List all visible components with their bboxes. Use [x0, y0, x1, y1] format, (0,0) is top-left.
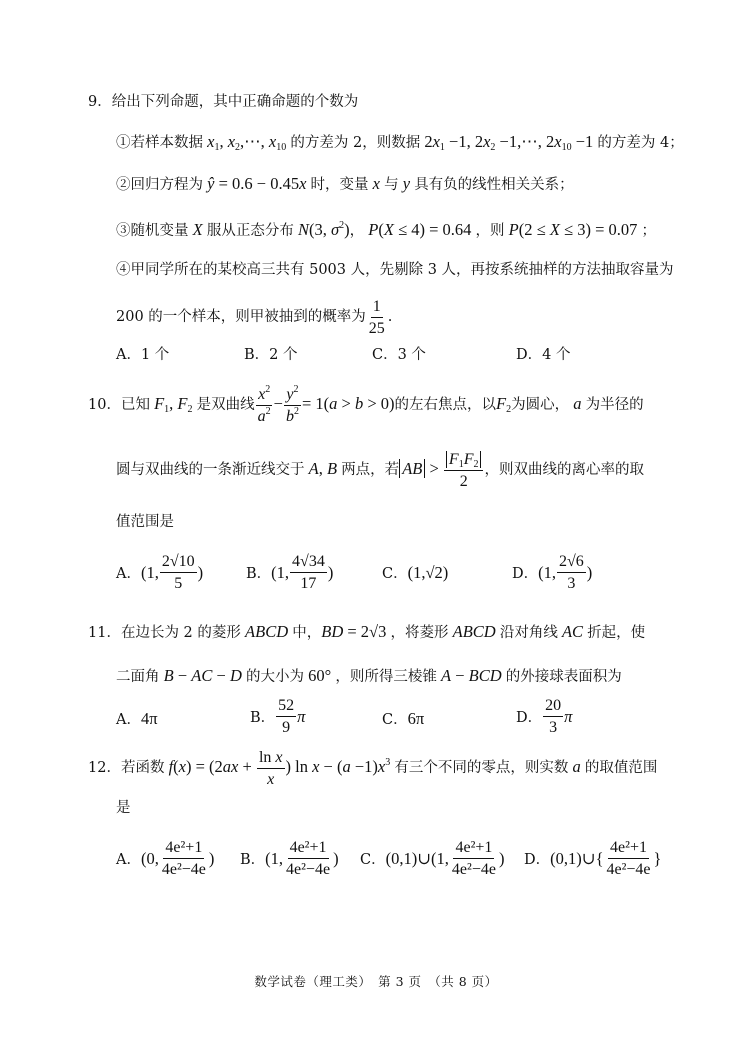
q9-option-b: B．2 个 — [244, 347, 298, 363]
page-footer: 数学试卷（理工类） 第 3 页 （共 8 页） — [254, 974, 498, 989]
q9-statement-4: ④甲同学所在的某校高三共有 5003 人，先剔除 3 人，再按系统抽样的方法抽取容量为 — [116, 262, 674, 278]
question-11-line-1: 11．在边长为 2 的菱形 ABCD 中，BD = 2√3 ，将菱形 ABCD 沿对角线 AC 折起，使 — [88, 622, 646, 641]
q11-option-b: B． 52 9 π — [250, 697, 306, 736]
q9-statement-3: ③随机变量 X 服从正态分布 N(3, $\sigma^2$)， P(X ≤ 4) = 0.64 ，则 P(2 ≤ X ≤ 3) = 0.07 ； — [116, 220, 657, 239]
q9-option-a: A．1 个 — [116, 347, 170, 363]
q12-option-d: D． (0,1)∪{ 4e²+1 4e²−4e } — [524, 839, 662, 878]
q11-option-d: D． 20 3 π — [516, 697, 573, 736]
hyperbola-y-term: $\frac{y^2}{b^2}$ — [285, 383, 299, 425]
q12-option-b: B． (1, 4e²+1 4e²−4e ) — [240, 839, 339, 878]
q10-option-b: B． (1, 4√34 17 ) — [246, 553, 334, 592]
q10-option-d: D． (1, 2√6 3 ) — [512, 553, 593, 592]
q9-statement-2: ②回归方程为 ŷ = 0.6 − 0.45x 时，变量 x 与 y 具有负的线性相关关系； — [116, 174, 574, 193]
question-10-line-1: 10．已知 $F_1$, $F_2$ 是双曲线 $\frac{x^2}{a^2}$ − $\frac{y^2}{b^2}$ = 1(a > b > 0)的左右焦点，以$F_2$为圆心， a 为半径的 — [88, 383, 644, 425]
q11-option-c: C． 6π — [382, 708, 425, 728]
q9-statement-1: ①若样本数据 $x_1$, $x_2,\cdots$, $x_{10}$ 的方差为 2，则数据 $2x_1 -1$, $2x_2$ −1,⋯, $2x_{10} -1$ 的方差为 4； — [116, 132, 684, 153]
question-12-line-1: 12．若函数 f(x) = (2ax + $\frac{\text{ln x}}{x}$ ) $\ln x - (a -1)x^3$ 有三个不同的零点，则实数 a 的取值范围 — [88, 748, 658, 788]
q9-option-c: C．3 个 — [372, 347, 426, 363]
question-11-line-2: 二面角 B − AC − D 的大小为 60° ，则所得三棱锥 A − BCD 的外接球表面积为 — [116, 666, 622, 685]
q9-option-d: D．4 个 — [516, 347, 571, 363]
q12-option-a: A． (0, 4e²+1 4e²−4e ) — [116, 839, 215, 878]
question-12-line-2: 是 — [116, 800, 131, 816]
focal-distance-fraction: $\frac{F_1F_2}{2}$ — [444, 450, 484, 491]
q10-option-c: C． (1,√2) — [382, 562, 449, 582]
question-10-line-2: 圆与双曲线的一条渐近线交于 A, B 两点，若 AB > $\frac{F_1F_2}{2}$ ，则双曲线的离心率的取 — [116, 450, 644, 490]
probability-fraction: $\frac{1}{25}$ — [368, 297, 385, 337]
lnx-over-x-fraction: $\frac{\text{ln x}}{x}$ — [258, 748, 283, 788]
hyperbola-x-term: $\frac{x^2}{a^2}$ — [257, 383, 271, 425]
question-10-line-3: 值范围是 — [116, 514, 174, 530]
q9-statement-4-cont: 200 的一个样本，则甲被抽到的概率为 $\frac{1}{25}$ . — [116, 297, 393, 337]
question-9-stem: 9．给出下列命题，其中正确命题的个数为 — [88, 94, 359, 110]
q11-option-a: A． 4π — [116, 708, 158, 728]
q10-option-a: A． (1, 2√10 5 ) — [116, 553, 204, 592]
q12-option-c: C． (0,1)∪(1, 4e²+1 4e²−4e ) — [360, 839, 505, 878]
